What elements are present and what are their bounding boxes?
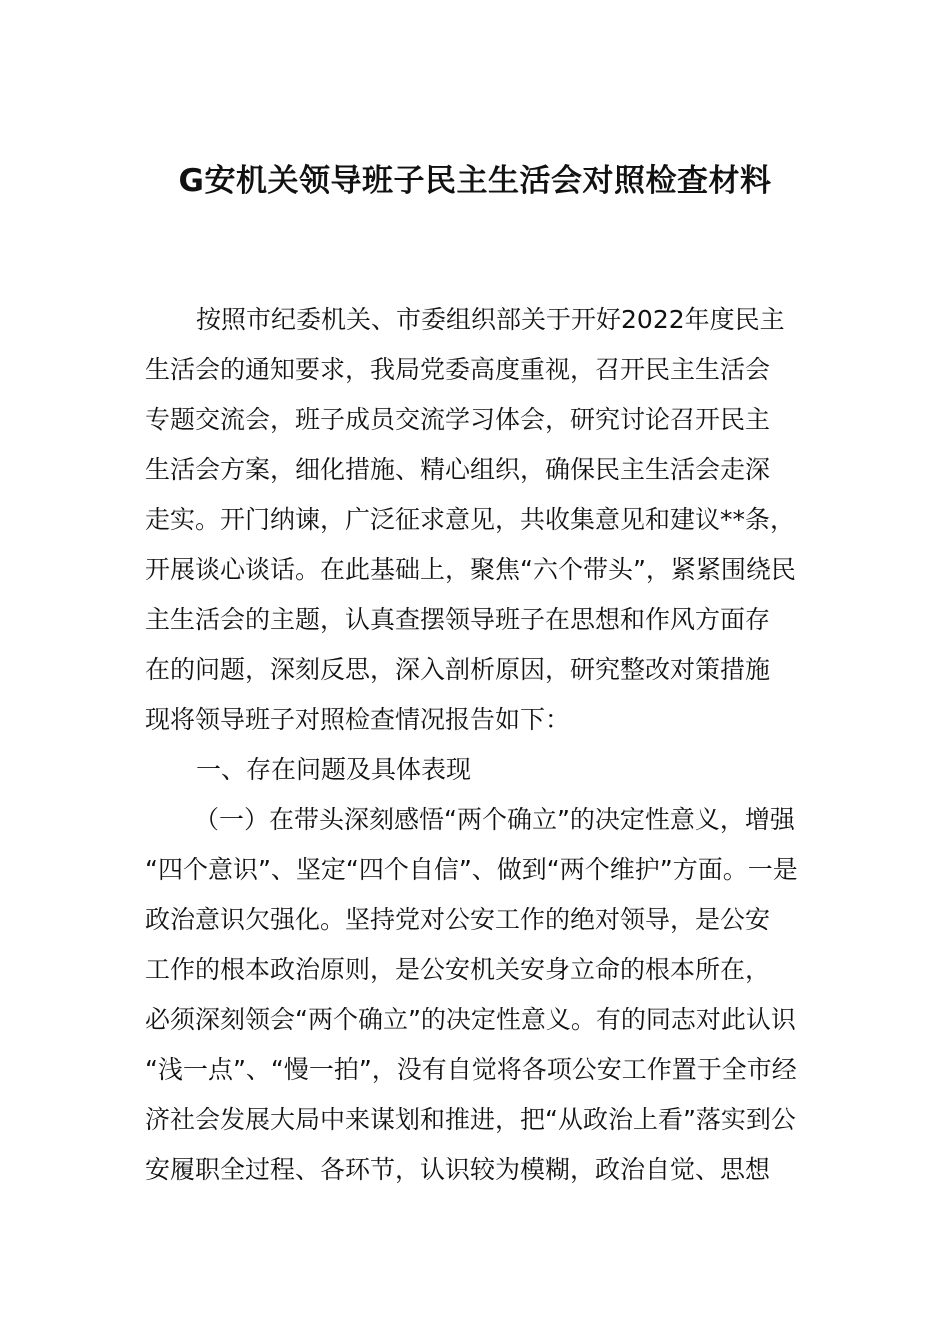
document-body [145,295,815,1195]
body-line: 必须深刻领会“两个确立”的决定性意义。有的同志对此认识 [145,1005,796,1034]
body-line: 主生活会的主题，认真查摆领导班子在思想和作风方面存 [145,605,771,634]
document-title: G安机关领导班子民主生活会对照检查材料 [178,163,772,199]
subsection-line: （一）在带头深刻感悟“两个确立”的决定性意义，增强 [194,805,795,834]
body-line: 济社会发展大局中来谋划和推进，把“从政治上看”落实到公 [145,1105,796,1134]
body-line: 安履职全过程、各环节，认识较为模糊，政治自觉、思想 [145,1155,771,1184]
body-line: 生活会的通知要求，我局党委高度重视，召开民主生活会 [145,355,771,384]
body-line: 走实。开门纳谏，广泛征求意见，共收集意见和建议**条， [145,505,796,534]
body-line: 生活会方案，细化措施、精心组织，确保民主生活会走深 [145,455,771,484]
body-line: 开展谈心谈话。在此基础上，聚焦“六个带头”，紧紧围绕民 [145,555,796,584]
body-line: 工作的根本政治原则，是公安机关安身立命的根本所在， [145,955,771,984]
body-line: 按照市纪委机关、市委组织部关于开好2022年度民主 [196,305,785,334]
body-line: “四个意识”、坚定“四个自信”、做到“两个维护”方面。一是 [145,855,798,884]
body-line: 在的问题，深刻反思，深入剖析原因，研究整改对策措施 [145,655,771,684]
body-line: 专题交流会，班子成员交流学习体会，研究讨论召开民主 [145,405,771,434]
body-line: 政治意识欠强化。坚持党对公安工作的绝对领导，是公安 [145,905,771,934]
section-heading: 一、存在问题及具体表现 [196,755,472,784]
body-line: “浅一点”、“慢一拍”，没有自觉将各项公安工作置于全市经 [145,1055,797,1084]
body-line: 现将领导班子对照检查情况报告如下： [145,705,571,734]
